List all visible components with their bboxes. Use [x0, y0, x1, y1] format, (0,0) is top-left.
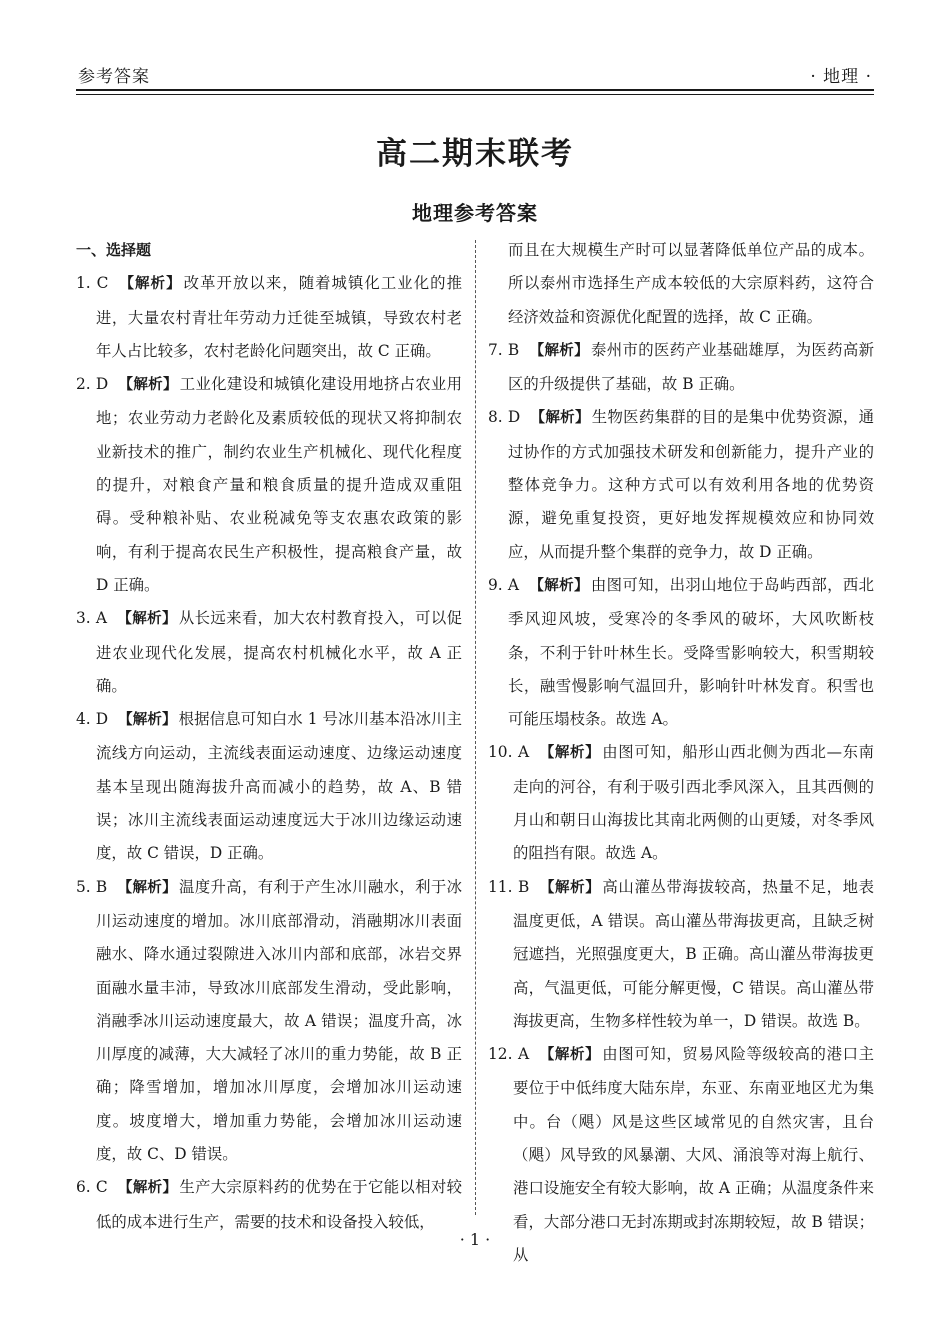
analysis-tag: 【解析】	[530, 410, 590, 427]
answer-item	[76, 871, 462, 1172]
analysis-tag: 【解析】	[117, 879, 178, 896]
answer-text: 由图可知，出羽山地位于岛屿西部，西北季风迎风坡，受寒冷的冬季风的破坏，大风吹断枝条，不利于针叶林生长。受降雪影响较大，积雪期较长，融雪慢影响气温回升，影响针叶林发育。积雪也可能压塌枝条。故选 A。	[508, 575, 874, 729]
column-divider	[475, 240, 476, 1215]
analysis-tag: 【解析】	[118, 377, 178, 394]
answer-number: 2. D	[76, 375, 109, 394]
answer-text: 温度升高，有利于产生冰川融水，利于冰川运动速度的增加。冰川底部滑动，消融期冰川表面融水、降水通过裂隙进入冰川内部和底部，冰岩交界面融水量丰沛，导致冰川底部发生滑动，受此影响，消融季冰川运动速度最大，故 A 错误；温度升高，冰川厚度的减薄，大大减轻了冰川的重力势能，故 B 正确；降雪增加，增加冰川厚度，会增加冰川运动速度。坡度增大，增加重力势能，会增加冰川运动速度，故 C、D 错误。	[96, 877, 463, 1164]
page-title: 高二期末联考	[376, 136, 574, 172]
answer-number: 3. A	[76, 609, 108, 628]
answer-item	[76, 1171, 462, 1239]
subject-label: · 地理 ·	[810, 67, 872, 87]
answer-text: 改革开放以来，随着城镇化工业化的推进，大量农村青壮年劳动力迁徙至城镇，导致农村老年人占比较多，农村老龄化问题突出，故 C 正确。	[96, 274, 462, 360]
answer-text: 生产大宗原料药的优势在于它能以相对较低的成本进行生产，需要的技术和设备投入较低，	[96, 1178, 462, 1231]
right-column	[488, 234, 874, 1272]
answer-text: 生物医药集群的目的是集中优势资源，通过协作的方式加强技术研发和创新能力，提升产业的整体竞争力。这种方式可以有效利用各地的优势资源，避免重复投资，更好地发挥规模效应和协同效应，从而提升整个集群的竞争力，故 D 正确。	[508, 408, 874, 561]
analysis-tag: 【解析】	[118, 712, 177, 729]
page-subtitle: 地理参考答案	[412, 201, 538, 225]
answer-item	[488, 871, 874, 1038]
header-rule	[76, 89, 874, 91]
answer-number: 7. B	[488, 340, 520, 359]
answer-text: 泰州市的医药产业基础雄厚，为医药高新区的升级提供了基础，故 B 正确。	[508, 340, 875, 394]
analysis-tag: 【解析】	[529, 577, 589, 594]
page-number: · 1 ·	[459, 1230, 491, 1249]
answer-item	[488, 334, 874, 402]
analysis-tag: 【解析】	[539, 745, 601, 762]
answer-text: 从长远来看，加大农村教育投入，可以促进农业现代化发展，提高农村机械化水平，故 A 正确。	[96, 609, 462, 695]
analysis-tag: 【解析】	[117, 611, 177, 628]
answer-number: 4. D	[76, 710, 109, 729]
answer-item	[76, 703, 462, 870]
answer-text: 高山灌丛带海拔较高，热量不足，地表温度更低，A 错误。高山灌丛带海拔更高，且缺乏树冠遮挡，光照强度更大，B 正确。高山灌丛带海拔更高，气温更低，可能分解更慢，C 错误。高山灌丛带海拔更高，生物多样性较为单一，D 错误。故选 B。	[513, 877, 874, 1030]
answer-item	[76, 368, 462, 602]
analysis-tag: 【解析】	[118, 276, 182, 293]
answer-item	[76, 602, 462, 703]
answer-item	[488, 736, 874, 870]
answer-number: 8. D	[488, 408, 521, 427]
analysis-tag: 【解析】	[529, 342, 590, 359]
answer-number: 12. A	[488, 1045, 530, 1064]
answer-text: 工业化建设和城镇化建设用地挤占农业用地；农业劳动力老龄化及素质较低的现状又将抑制农业新技术的推广，制约农业生产机械化、现代化程度的提升，对粮食产量和粮食质量的提升造成双重阻碍。受种粮补贴、农业税减免等支农惠农政策的影响，有利于提高农民生产积极性，提高粮食产量，故 D 正确。	[96, 375, 462, 594]
header-label: 参考答案	[78, 67, 150, 87]
answer-number: 5. B	[76, 877, 108, 896]
answer-text: 根据信息可知白水 1 号冰川基本沿冰川主流线方向运动，主流线表面运动速度、边缘运动速度基本呈现出随海拔升高而减小的趋势，故 A、B 错误；冰川主流线表面运动速度远大于冰川边缘运动速度，故 C 错误，D 正确。	[96, 710, 463, 863]
left-column	[76, 234, 462, 1239]
section-title: 一、选择题	[76, 241, 152, 259]
answer-number: 6. C	[76, 1178, 108, 1197]
answer-text: 由图可知，贸易风险等级较高的港口主要位于中低纬度大陆东岸，东亚、东南亚地区尤为集中。台（飓）风是这些区域常见的自然灾害，且台（飓）风导致的风暴潮、大风、涌浪等对海上航行、港口设施安全有较大影响，故 A 正确；从温度条件来看，大部分港口无封冻期或封冻期较短，故 B 错误；从	[513, 1045, 875, 1264]
analysis-tag: 【解析】	[539, 1047, 601, 1064]
answer-continuation: 而且在大规模生产时可以显著降低单位产品的成本。所以泰州市选择生产成本较低的大宗原料药，这符合经济效益和资源优化配置的选择，故 C 正确。	[508, 241, 874, 326]
answer-item	[76, 267, 462, 368]
answer-number: 10. A	[488, 743, 530, 762]
answer-number: 9. A	[488, 575, 520, 594]
header-rule-thin	[76, 94, 874, 95]
answer-number: 11. B	[488, 877, 530, 896]
answer-number: 1. C	[76, 274, 109, 293]
answer-item	[488, 569, 874, 736]
answer-text: 由图可知，船形山西北侧为西北—东南走向的河谷，有利于吸引西北季风深入，且其西侧的月山和朝日山海拔比其南北两侧的山更矮，对冬季风的阻挡有限。故选 A。	[513, 743, 875, 863]
analysis-tag: 【解析】	[117, 1180, 178, 1197]
analysis-tag: 【解析】	[539, 879, 601, 896]
answer-item	[488, 401, 874, 568]
